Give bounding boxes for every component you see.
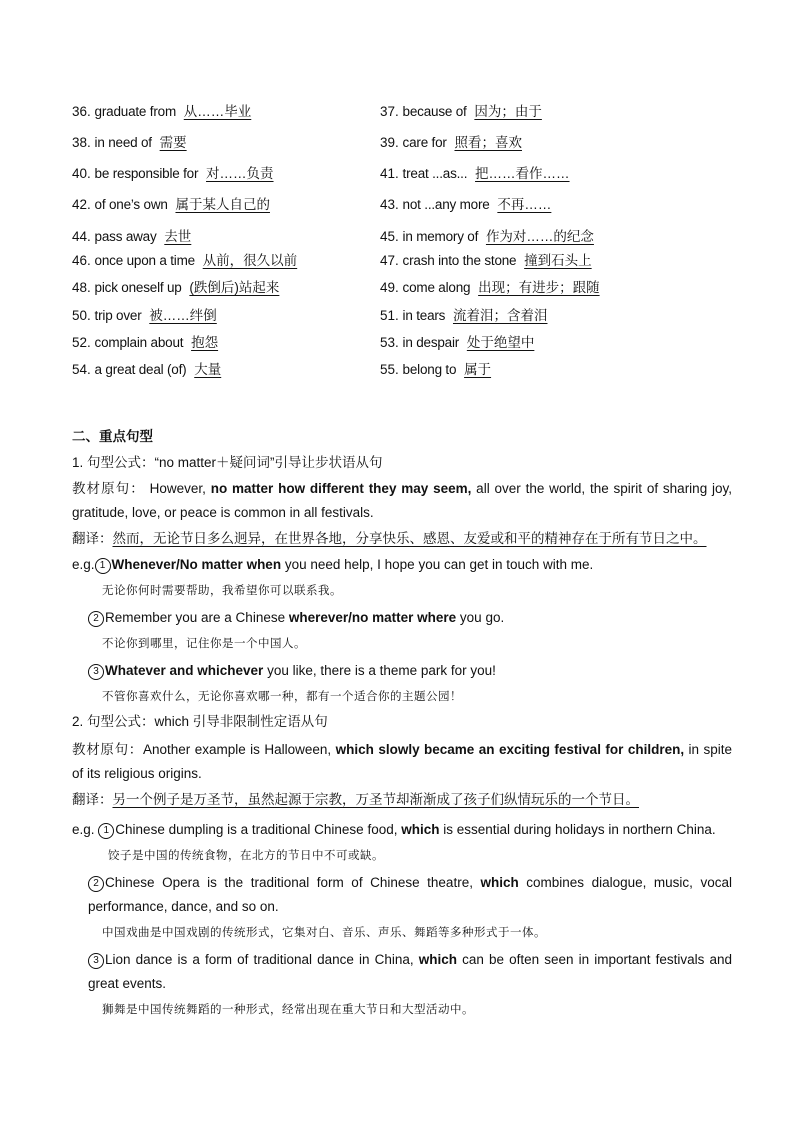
example-bold: wherever/no matter where <box>288 610 457 625</box>
phrase-item <box>72 276 279 296</box>
phrase-english: in tears <box>402 308 446 323</box>
phrase-english: care for <box>402 135 447 150</box>
pattern-2-translation <box>72 788 732 812</box>
phrase-number: 45. <box>380 229 399 244</box>
phrase-chinese: 抱怨 <box>191 335 219 350</box>
phrase-item <box>72 131 187 151</box>
phrase-chinese: (跌倒后)站起来 <box>189 280 280 295</box>
phrase-number: 47. <box>380 253 399 268</box>
phrase-number: 37. <box>380 104 399 119</box>
phrase-english: be responsible for <box>94 166 199 181</box>
phrase-english: in memory of <box>402 229 479 244</box>
phrase-chinese: 处于绝望中 <box>466 335 535 350</box>
phrase-english: treat ...as... <box>402 166 468 181</box>
pattern-2-original <box>72 738 732 786</box>
phrase-number: 46. <box>72 253 91 268</box>
example-sentence <box>72 553 732 577</box>
example-text: Lion dance is a form of traditional dance in China, <box>105 952 419 967</box>
phrase-item <box>380 249 592 269</box>
example-translation: 不管你喜欢什么，无论你喜欢哪一种，都有一个适合你的主题公园！ <box>102 689 462 703</box>
example-number: 2 <box>88 876 104 892</box>
phrase-chinese: 把……看作…… <box>475 166 570 181</box>
phrase-english: pick oneself up <box>94 280 182 295</box>
phrase-chinese: 被……绊倒 <box>149 308 217 323</box>
example-text-rest: can be often seen in important festivals and great events. <box>88 952 732 991</box>
phrase-chinese: 去世 <box>164 229 192 244</box>
original-text-rest: all over the world, the spirit of sharing joy, gratitude, love, or peace is common in all festivals. <box>72 481 733 520</box>
phrase-item <box>380 358 491 378</box>
phrase-number: 42. <box>72 197 91 212</box>
phrase-row <box>72 304 732 326</box>
phrase-number: 52. <box>72 335 91 350</box>
example-bold: which <box>480 875 519 890</box>
phrase-english: in need of <box>94 135 152 150</box>
phrase-number: 40. <box>72 166 91 181</box>
key-sentence-section <box>72 425 732 1021</box>
original-text-rest: in spite of its religious origins. <box>72 742 733 781</box>
example-text-rest: you need help, I hope you can get in touch with me. <box>281 557 594 572</box>
phrase-row <box>72 131 732 153</box>
example-number: 1 <box>98 823 114 839</box>
pattern-2-examples <box>72 818 732 1021</box>
phrase-row <box>72 162 732 184</box>
phrase-number: 50. <box>72 308 91 323</box>
example-bold: which <box>401 822 440 837</box>
phrase-number: 53. <box>380 335 399 350</box>
example-number: 3 <box>88 953 104 969</box>
eg-label: e.g. <box>72 822 95 837</box>
phrase-chinese: 不再…… <box>497 197 552 212</box>
pattern-1-title: 1. 句型公式：“no matter＋疑问词”引导让步状语从句 <box>72 455 383 470</box>
phrase-english: pass away <box>94 229 157 244</box>
phrase-english: trip over <box>94 308 142 323</box>
phrase-english: once upon a time <box>94 253 195 268</box>
phrase-chinese: 出现；有进步；跟随 <box>478 280 600 295</box>
original-text: However, <box>144 481 211 496</box>
pattern-1-translation <box>72 527 732 551</box>
pattern-2-title: 2. 句型公式：which 引导非限制性定语从句 <box>72 714 328 729</box>
translation-text: 另一个例子是万圣节，虽然起源于宗教，万圣节却渐渐成了孩子们纵情玩乐的一个节日。 <box>112 792 639 807</box>
example-translation: 中国戏曲是中国戏剧的传统形式，它集对白、音乐、声乐、舞蹈等多种形式于一体。 <box>102 925 546 939</box>
example-sentence <box>72 659 732 683</box>
phrase-chinese: 从……毕业 <box>183 104 252 119</box>
phrase-english: in despair <box>402 335 460 350</box>
phrase-chinese: 对……负责 <box>206 166 274 181</box>
phrase-chinese: 属于某人自己的 <box>175 197 270 212</box>
phrase-item <box>380 276 600 296</box>
original-label: 教材原句： <box>72 481 145 496</box>
original-text: Another example is Halloween, <box>142 742 336 757</box>
translation-label: 翻译： <box>72 531 113 546</box>
phrase-chinese: 作为对……的纪念 <box>485 229 594 244</box>
phrase-row <box>72 358 732 380</box>
example-sentence <box>72 871 732 919</box>
example-bold: which <box>418 952 457 967</box>
phrase-english: a great deal (of) <box>94 362 187 377</box>
phrase-chinese: 大量 <box>194 362 222 377</box>
phrase-number: 51. <box>380 308 399 323</box>
phrase-item <box>380 193 551 213</box>
example-number: 2 <box>88 611 104 627</box>
phrase-row <box>72 249 732 271</box>
phrase-english: not ...any more <box>402 197 490 212</box>
example-translation: 饺子是中国的传统食物，在北方的节日中不可或缺。 <box>108 848 384 862</box>
phrase-chinese: 照看；喜欢 <box>454 135 522 150</box>
phrase-chinese: 从前，很久以前 <box>202 253 298 268</box>
example-number: 3 <box>88 664 104 680</box>
phrase-item <box>380 162 570 182</box>
phrase-number: 48. <box>72 280 91 295</box>
phrase-chinese: 属于 <box>464 362 492 377</box>
phrase-number: 43. <box>380 197 399 212</box>
phrase-number: 38. <box>72 135 91 150</box>
phrase-english: graduate from <box>94 104 176 119</box>
phrase-english: complain about <box>94 335 184 350</box>
phrase-number: 39. <box>380 135 399 150</box>
original-bold: which slowly became an exciting festival for children, <box>335 742 685 757</box>
phrase-chinese: 流着泪；含着泪 <box>452 308 548 323</box>
phrase-item <box>72 162 274 182</box>
phrase-item <box>72 249 297 269</box>
example-sentence <box>72 818 732 842</box>
example-text-rest: combines dialogue, music, vocal performance, dance, and so on. <box>88 875 732 914</box>
example-translation: 狮舞是中国传统舞蹈的一种形式，经常出现在重大节日和大型活动中。 <box>102 1002 474 1016</box>
phrase-row <box>72 193 732 215</box>
phrase-number: 44. <box>72 229 91 244</box>
example-number: 1 <box>95 558 111 574</box>
example-text-rest: you like, there is a theme park for you! <box>263 663 496 678</box>
phrase-item <box>72 331 218 351</box>
phrase-row <box>72 276 732 298</box>
pattern-1-examples <box>72 553 732 708</box>
phrase-item <box>380 304 547 324</box>
eg-label: e.g. <box>72 557 95 572</box>
example-text: Chinese Opera is the traditional form of Chinese theatre, <box>105 875 481 890</box>
example-bold: Whenever/No matter when <box>111 557 282 572</box>
example-text: Remember you are a Chinese <box>105 610 289 625</box>
example-text: Chinese dumpling is a traditional Chinese food, <box>115 822 402 837</box>
example-translation: 不论你到哪里，记住你是一个中国人。 <box>102 636 306 650</box>
translation-text: 然而，无论节日多么迥异，在世界各地，分享快乐、感恩、友爱或和平的精神存在于所有节日之中。 <box>112 531 707 546</box>
phrase-number: 36. <box>72 104 91 119</box>
phrase-number: 49. <box>380 280 399 295</box>
phrase-chinese: 因为；由于 <box>474 104 542 119</box>
phrase-item <box>380 100 542 120</box>
translation-label: 翻译： <box>72 792 113 807</box>
phrase-item <box>72 193 270 213</box>
example-sentence <box>72 948 732 996</box>
phrase-row <box>72 100 732 122</box>
section-title: 二、重点句型 <box>72 429 153 444</box>
phrase-number: 55. <box>380 362 399 377</box>
pattern-1-original <box>72 477 732 525</box>
phrase-english: belong to <box>402 362 457 377</box>
phrase-english: crash into the stone <box>402 253 517 268</box>
phrase-row <box>72 331 732 353</box>
phrase-item <box>72 100 251 120</box>
phrase-number: 41. <box>380 166 399 181</box>
phrase-chinese: 需要 <box>159 135 187 150</box>
phrase-item <box>380 331 534 351</box>
example-sentence <box>72 606 732 630</box>
phrase-number: 54. <box>72 362 91 377</box>
original-label: 教材原句： <box>72 742 143 757</box>
phrase-english: of one’s own <box>94 197 168 212</box>
phrase-row <box>72 225 732 247</box>
phrase-item <box>72 304 217 324</box>
phrase-item <box>72 358 221 378</box>
example-bold: Whatever and whichever <box>105 663 264 678</box>
example-text-rest: you go. <box>456 610 505 625</box>
phrase-item <box>72 225 191 245</box>
phrase-chinese: 撞到石头上 <box>524 253 592 268</box>
example-translation: 无论你何时需要帮助，我希望你可以联系我。 <box>102 583 342 597</box>
phrase-item <box>380 131 522 151</box>
example-text-rest: is essential during holidays in northern China. <box>439 822 716 837</box>
phrase-english: come along <box>402 280 471 295</box>
original-bold: no matter how different they may seem, <box>210 481 472 496</box>
phrase-item <box>380 225 594 245</box>
phrase-english: because of <box>402 104 467 119</box>
